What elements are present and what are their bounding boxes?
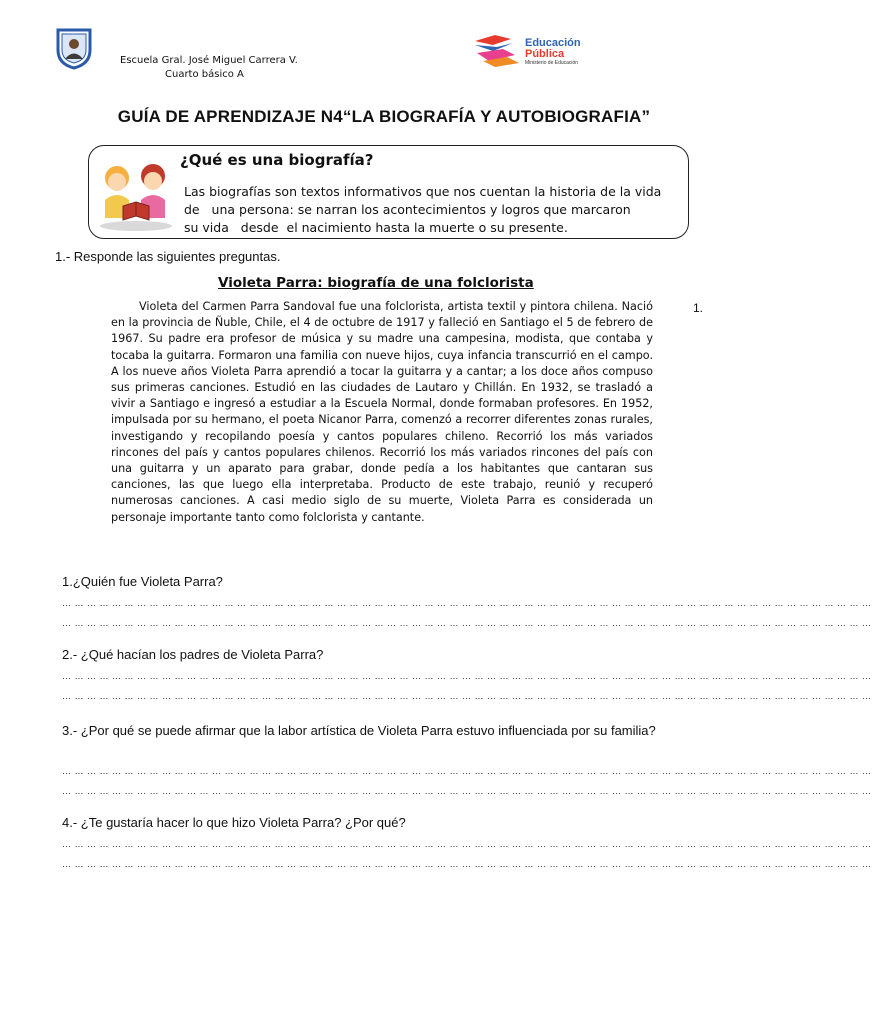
answer-line[interactable]: … … … … … … … … … … … … … … … … … … … … … … … … … … … … … … … … … … … … … … … … … … … … … … … … … … … … … … … … … … … … … … … … … (62, 786, 872, 796)
question-1: 1.¿Quién fue Violeta Parra? (62, 574, 223, 589)
school-crest-logo (52, 26, 96, 70)
answer-line[interactable]: … … … … … … … … … … … … … … … … … … … … … … … … … … … … … … … … … … … … … … … … … … … … … … … … … … … … … … … … … … … … … … … … … (62, 839, 872, 849)
ministry-of-education-logo (473, 33, 623, 69)
question-3: 3.- ¿Por qué se puede afirmar que la labor artística de Violeta Parra estuvo influenciada por su familia? (62, 723, 656, 738)
question-2: 2.- ¿Qué hacían los padres de Violeta Parra? (62, 647, 324, 662)
school-name: Escuela Gral. José Miguel Carrera V. (120, 55, 298, 66)
answer-line[interactable]: … … … … … … … … … … … … … … … … … … … … … … … … … … … … … … … … … … … … … … … … … … … … … … … … … … … … … … … … … … … … … … … … … (62, 766, 872, 776)
answer-line[interactable]: … … … … … … … … … … … … … … … … … … … … … … … … … … … … … … … … … … … … … … … … … … … … … … … … … … … … … … … … … … … … … … … … … (62, 691, 872, 701)
children-reading-illustration (95, 160, 177, 232)
answer-line[interactable]: … … … … … … … … … … … … … … … … … … … … … … … … … … … … … … … … … … … … … … … … … … … … … … … … … … … … … … … … … … … … … … … … … (62, 618, 872, 628)
box-text-line: de una persona: se narran los acontecimientos y logros que marcaron (184, 202, 631, 217)
worksheet-title: GUÍA DE APRENDIZAJE N4“LA BIOGRAFÍA Y AUTOBIOGRAFIA” (117, 107, 651, 126)
grade-label: Cuarto básico A (165, 69, 244, 80)
svg-text:Educación: Educación (525, 37, 581, 49)
svg-text:Pública: Pública (525, 48, 565, 60)
answer-line[interactable]: … … … … … … … … … … … … … … … … … … … … … … … … … … … … … … … … … … … … … … … … … … … … … … … … … … … … … … … … … … … … … … … … … (62, 859, 872, 869)
instruction-text: 1.- Responde las siguientes preguntas. (55, 249, 281, 264)
svg-text:Ministerio de Educación: Ministerio de Educación (525, 60, 579, 66)
box-text-line: su vida desde el nacimiento hasta la muerte o su presente. (184, 220, 568, 235)
answer-line[interactable]: … … … … … … … … … … … … … … … … … … … … … … … … … … … … … … … … … … … … … … … … … … … … … … … … … … … … … … … … … … … … … … … … … (62, 598, 872, 608)
biography-text: Violeta del Carmen Parra Sandoval fue una folclorista, artista textil y pintora chilena. Nació en la provincia de Ñuble, Chile, el 4 de octubre de 1917 y falleció en Santiago el 5 de febrero de 1967. Su padre era profesor de música y su madre una campesina, modista, que contaba y tocaba la guitarra. Formaron una familia con nueve hijos, cuya infancia transcurrió en el campo. A los nueve años Violeta Parra aprendió a tocar la guitarra y a cantar; a los doce años compuso sus primeras canciones. Estudió en las ciudades de Lautaro y Chillán. En 1932, se trasladó a vivir a Santiago e ingresó a estudiar a la Escuela Normal, donde formaban profesores. En 1952, impulsada por su hermano, el poeta Nicanor Parra, comenzó a recorrer diferentes zonas rurales, investigando y recopilando poesía y cantos populares chileno. Recorrió los más variados rincones del país y cantos populares chilenos. Recorrió los más variados rincones del país con una guitarra y un aparato para grabar, donde pedía a los habitantes que cantaran sus canciones, las que luego ella interpretaba. Producto de este trabajo, reunió y recuperó numerosas canciones. A casi medio siglo de su muerte, Violeta Parra es considerada un personaje importante tanto como folclorista y cantante. (111, 300, 653, 524)
box-text-line: Las biografías son textos informativos que nos cuentan la historia de la vida (184, 184, 662, 199)
question-4: 4.- ¿Te gustaría hacer lo que hizo Violeta Parra? ¿Por qué? (62, 815, 406, 830)
reading-title: Violeta Parra: biografía de una folclorista (218, 275, 534, 291)
side-number: 1. (693, 301, 704, 315)
box-heading: ¿Qué es una biografía? (180, 151, 374, 169)
answer-line[interactable]: … … … … … … … … … … … … … … … … … … … … … … … … … … … … … … … … … … … … … … … … … … … … … … … … … … … … … … … … … … … … … … … … … (62, 671, 872, 681)
